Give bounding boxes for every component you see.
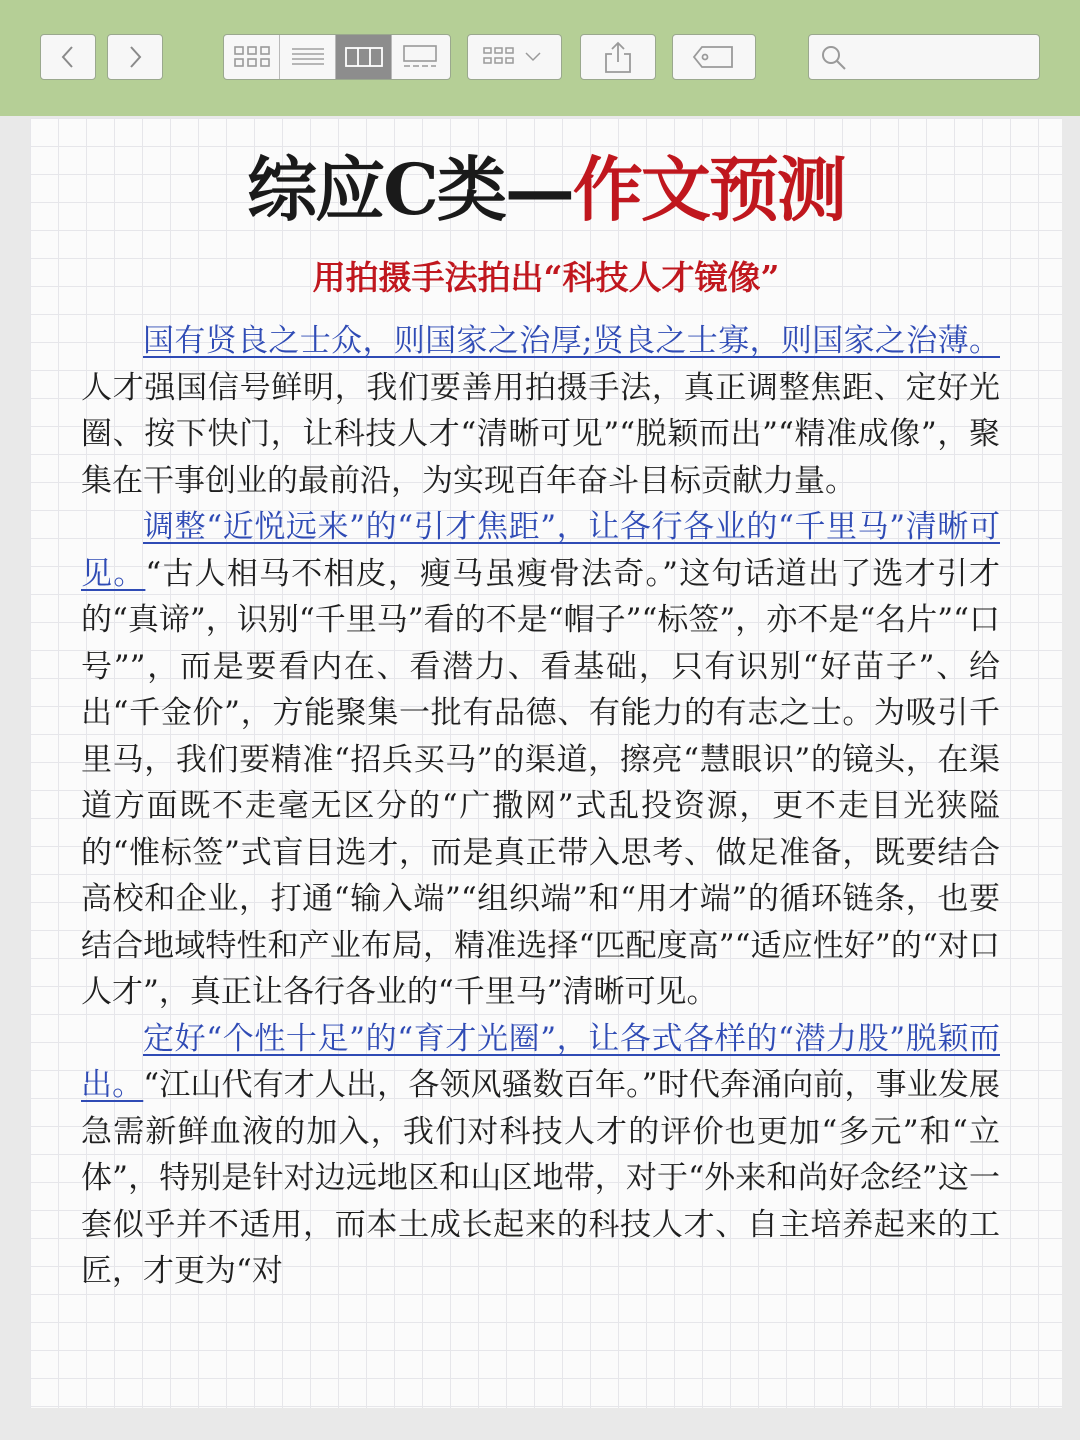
paragraph-3-text: “江山代有才人出，各领风骚数百年。”时代奔涌向前，事业发展急需新鲜血液的加入，我们对科技人才的评价也更加“多元”和“立体”，特别是针对边远地区和山区地带，对于“外来和尚好念经”这一套似乎并不适用，而本土成长起来的科技人才、自主培养起来的工匠，才更为“对	[81, 1067, 1001, 1289]
icon-view-button[interactable]	[224, 35, 280, 79]
paragraph-2-highlight: 调整“近悦远来”的“引才焦距”，让各行各业的“千里马”清晰可见。	[81, 509, 1000, 592]
group-grid-icon	[480, 44, 550, 70]
title-red-part: 作文预测	[572, 148, 845, 231]
tag-icon	[692, 44, 736, 70]
paragraph-2-text: “古人相马不相皮，瘦马虽瘦骨法奇。”这句话道出了选才引才的“真谛”，识别“千里马”看的不是“帽子”“标签”，亦不是“名片”“口号””，而是要看内在、看潜力、看基础，只有识别“好苗子”、给出“千金价”，方能聚集一批有品德、有能力的有志之士。为吸引千里马，我们要精准“招兵买马”的渠道，擦亮“慧眼识”的镜头，在渠道方面既不走毫无区分的“广撒网”式乱投资源，更不走目光狭隘的“惟标签”式盲目选才，而是真正带入思考、做足准备，既要结合高校和企业，打通“输入端”“组织端”和“用才端”的循环链条，也要结合地域特性和产业布局，精准选择“匹配度高”“适应性好”的“对口人才”，真正让各行各业的“千里马”清晰可见。	[81, 555, 1000, 1010]
tag-button[interactable]	[672, 34, 756, 80]
forward-button[interactable]	[107, 34, 163, 80]
search-field[interactable]	[808, 34, 1040, 80]
share-icon	[603, 40, 633, 74]
article-body	[81, 318, 1000, 1295]
search-input[interactable]	[859, 43, 1033, 73]
list-view-button[interactable]	[280, 35, 336, 79]
columns-icon	[344, 44, 384, 70]
paragraph-1-highlight: 国有贤良之士众，则国家之治厚;贤良之士寡，则国家之治薄。	[143, 323, 1000, 359]
chevron-left-icon	[58, 44, 78, 70]
page-subtitle: 用拍摄手法拍出“科技人才镜像”	[312, 258, 780, 297]
document-page	[30, 118, 1062, 1408]
gallery-view-button[interactable]	[392, 35, 448, 79]
view-mode-selector	[223, 34, 451, 80]
icon-grid-icon	[232, 44, 272, 70]
search-icon	[819, 43, 849, 73]
paragraph-3-highlight: 定好“个性十足”的“育才光圈”，让各式各样的“潜力股”脱颖而出。	[81, 1020, 1000, 1103]
column-view-button[interactable]	[336, 35, 392, 79]
title-black-part: 综应C类—	[247, 148, 573, 231]
paragraph-1-text: 人才强国信号鲜明，我们要善用拍摄手法，真正调整焦距、定好光圈、按下快门，让科技人才“清晰可见”“脱颖而出”“精准成像”，聚集在干事创业的最前沿，为实现百年奋斗目标贡献力量。	[81, 369, 1000, 499]
paragraph-2	[81, 504, 1000, 1016]
group-button[interactable]	[467, 34, 562, 80]
paragraph-1	[81, 318, 1000, 504]
page-title	[30, 148, 1062, 232]
gallery-icon	[400, 44, 440, 70]
toolbar	[0, 0, 1080, 116]
list-icon	[290, 44, 326, 70]
share-button[interactable]	[580, 34, 656, 80]
chevron-right-icon	[125, 44, 145, 70]
paragraph-3	[81, 1016, 1000, 1295]
back-button[interactable]	[40, 34, 96, 80]
